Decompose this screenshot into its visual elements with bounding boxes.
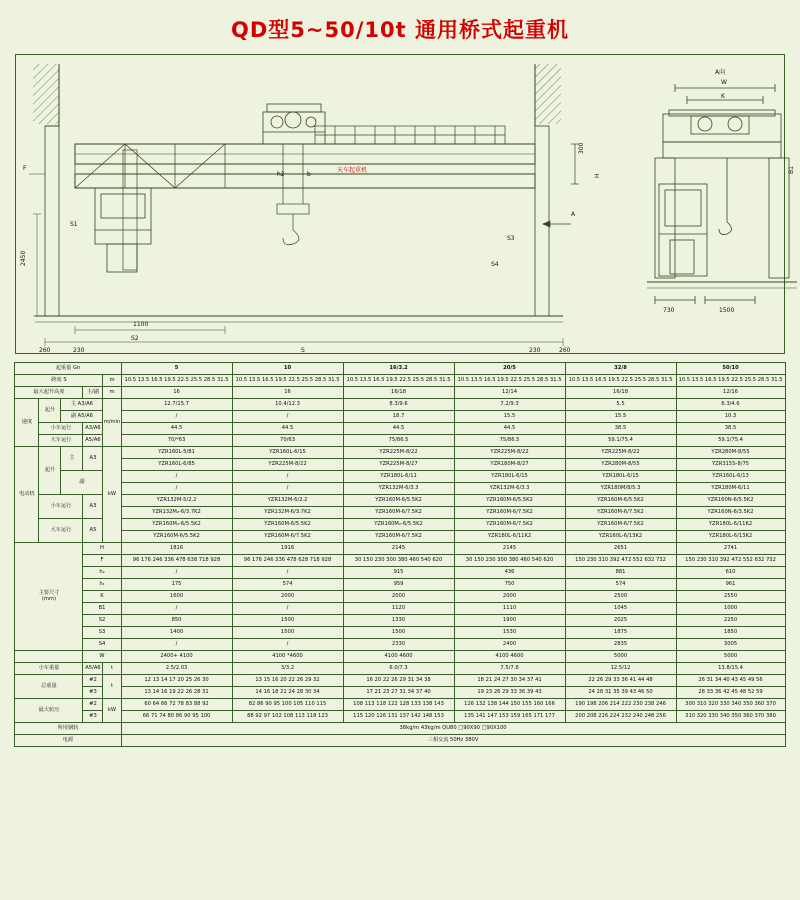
capacity-16: 16/3.2 — [343, 363, 454, 375]
motor-lift-main-32: YZR225M-8/22 — [565, 447, 676, 459]
motor-crane2-10: YZR160M-6/7.5K2 — [232, 531, 343, 543]
row-label-lift-sub-a5: 副 A5/A6 — [61, 411, 103, 423]
motor-trolley-10: YZR132M-6/2.2 — [232, 495, 343, 507]
dim-h1-20: 750 — [454, 579, 565, 591]
row-label-S2: S2 — [83, 615, 121, 627]
row-label-lift-main-a3: 主 A3/A6 — [61, 399, 103, 411]
row-label-H: H — [83, 543, 121, 555]
speed-lift-main-32: 5.5 — [565, 399, 676, 411]
dim-h1-5: 175 — [121, 579, 232, 591]
capacity-10: 10 — [232, 363, 343, 375]
row-label-K: K — [83, 591, 121, 603]
capacity-20: 20/5 — [454, 363, 565, 375]
row-label-motor-a3-trolley: A3 — [83, 495, 103, 519]
dim-S2-50: 2250 — [676, 615, 785, 627]
dim-K-50: 2550 — [676, 591, 785, 603]
total-weight-3-32: 24 28 31 35 39 43 46 50 — [565, 687, 676, 699]
wheel-load-3-16: 115 120 126 131 137 142 148 153 — [343, 711, 454, 723]
wheel-load-3-20: 135 141 147 153 159 165 171 177 — [454, 711, 565, 723]
row-label-motor-a5-crane: A5 — [83, 519, 103, 543]
dim-H-32: 2651 — [565, 543, 676, 555]
wheel-load-3-32: 200 208 216 224 232 240 248 256 — [565, 711, 676, 723]
motor-lift-main-20: YZR225M-8/22 — [454, 447, 565, 459]
row-label-trolley-weight: 小车重量 — [15, 663, 83, 675]
dim-S2-5: 850 — [121, 615, 232, 627]
dim-W-5: 2400+ 4100 — [121, 651, 232, 663]
motor-lift-main2-20: YZR180M-8/27 — [454, 459, 565, 471]
lift-height-20: 12/14 — [454, 387, 565, 399]
dim-K: K — [721, 93, 725, 100]
row-label-main-sub: 主/副 — [83, 387, 103, 399]
motor-lift-sub-16: YZR180L-6/11 — [343, 471, 454, 483]
motor-lift-main2-32: YZR280M-8/55 — [565, 459, 676, 471]
total-weight-2-16: 16 20 22 26 29 31 34 38 — [343, 675, 454, 687]
motor-crane2-16: YZR160M-6/7.5K2 — [343, 531, 454, 543]
motor-crane-32: YZR160M-6/7.5K2 — [565, 519, 676, 531]
dim-h2-20: 436 — [454, 567, 565, 579]
row-label-crane-speed: 大车运行 — [39, 435, 83, 447]
dim-F-32: 150 230 310 392 472 552 632 732 — [565, 555, 676, 567]
trolley-weight-16: 6.0/7.3 — [343, 663, 454, 675]
dim-b: b — [307, 171, 311, 178]
row-label-motor-lift: 起升 — [39, 447, 61, 495]
dim-S3-5: 1400 — [121, 627, 232, 639]
dim-K-16: 2000 — [343, 591, 454, 603]
row-label-B1: B1 — [83, 603, 121, 615]
row-label-motor-main: 主 — [61, 447, 83, 471]
dim-h2-16: 915 — [343, 567, 454, 579]
dim-K-10: 2000 — [232, 591, 343, 603]
dim-H-5: 1816 — [121, 543, 232, 555]
wheel-load-3-5: 66 71 74 80 86 90 95 100 — [121, 711, 232, 723]
trolley-weight-32: 12.5/12 — [565, 663, 676, 675]
row-label-capacity: 起重量 Gn — [15, 363, 121, 375]
speed-crane-32: 59.1/75.4 — [565, 435, 676, 447]
dim-S3-10: 1500 — [232, 627, 343, 639]
dim-B1-50: 1000 — [676, 603, 785, 615]
motor-lift-main-16: YZR225M-8/22 — [343, 447, 454, 459]
dim-260-left: 260 — [39, 347, 51, 354]
speed-trolley-20: 44.5 — [454, 423, 565, 435]
speed-lift-sub-10: / — [232, 411, 343, 423]
wheel-load-2-5: 60 64 66 72 78 83 88 92 — [121, 699, 232, 711]
total-weight-2-50: 26 31 34 40 43 45 49 56 — [676, 675, 785, 687]
row-label-main-dims — [15, 543, 83, 651]
span-16: 10.5 13.5 16.5 19.5 22.5 25.5 28.5 31.5 — [343, 375, 454, 387]
motor-lift-main-10: YZR160L-6/15 — [232, 447, 343, 459]
capacity-50: 50/10 — [676, 363, 785, 375]
unit-m: m — [103, 375, 121, 387]
dim-S4-10: / — [232, 639, 343, 651]
lift-height-10: 16 — [232, 387, 343, 399]
motor-trolley2-32: YZR160M-6/7.5K2 — [565, 507, 676, 519]
motor-crane2-5: YZR160M-6/5.5K2 — [121, 531, 232, 543]
speed-trolley-16: 44.5 — [343, 423, 454, 435]
motor-lift-sub2-50: YZR180M-6/11 — [676, 483, 785, 495]
row-label-rail: 所用钢轨 — [15, 723, 121, 735]
speed-lift-sub-32: 15.5 — [565, 411, 676, 423]
row-label-power: 电源 — [15, 735, 121, 747]
capacity-5: 5 — [121, 363, 232, 375]
speed-crane-10: 70/63 — [232, 435, 343, 447]
dim-F-16: 30 150 230 300 380 460 540 620 — [343, 555, 454, 567]
lift-height-50: 12/16 — [676, 387, 785, 399]
motor-crane-10: YZR160M-6/5.5K2 — [232, 519, 343, 531]
speed-lift-main-50: 6.3/4.6 — [676, 399, 785, 411]
total-weight-3-20: 19 23 26 29 33 36 39 43 — [454, 687, 565, 699]
dim-F-20: 30 150 230 300 380 460 540 620 — [454, 555, 565, 567]
motor-lift-main2-50: YZR315S-8/75 — [676, 459, 785, 471]
dim-2450: 2450 — [20, 250, 27, 266]
row-label-a3a6-trolley: A3/A6 — [83, 423, 103, 435]
motor-crane2-20: YZR180L-6/11K2 — [454, 531, 565, 543]
motor-trolley2-5: YZR132M₂-6/3.7K2 — [121, 507, 232, 519]
row-label-W: W — [83, 651, 121, 663]
dim-S3-50: 1850 — [676, 627, 785, 639]
speed-trolley-32: 38.5 — [565, 423, 676, 435]
dim-h1-16: 959 — [343, 579, 454, 591]
section-label-A: A向 — [715, 69, 726, 76]
section-arrow-A: A — [571, 211, 576, 218]
dim-K-5: 1600 — [121, 591, 232, 603]
dim-S3-32: 1875 — [565, 627, 676, 639]
trolley-weight-50: 13.8/15.4 — [676, 663, 785, 675]
row-label-hash3-tw: #3 — [83, 687, 103, 699]
dim-W: W — [721, 79, 727, 86]
row-label-h2: h₂ — [83, 567, 121, 579]
motor-lift-sub-20: YZR180L-6/15 — [454, 471, 565, 483]
dim-300: 300 — [578, 142, 585, 154]
dim-h1-32: 574 — [565, 579, 676, 591]
lift-height-16: 16/18 — [343, 387, 454, 399]
dim-1100: 1100 — [133, 321, 149, 328]
dim-F-5: 96 176 246 336 478 638 718 928 — [121, 555, 232, 567]
total-weight-2-5: 12 13 14 17 20 25 26 30 — [121, 675, 232, 687]
crane-drawing-svg — [15, 54, 795, 354]
speed-lift-main-10: 10.4/12.3 — [232, 399, 343, 411]
motor-lift-main2-5: YZR160L-6/85 — [121, 459, 232, 471]
dim-h1-50: 961 — [676, 579, 785, 591]
speed-crane-50: 59.1/75.4 — [676, 435, 785, 447]
dim-230-left: 230 — [73, 347, 85, 354]
dim-h1-10: 574 — [232, 579, 343, 591]
wheel-load-2-20: 126 132 138 144 150 155 160 166 — [454, 699, 565, 711]
dim-S3-20: 1530 — [454, 627, 565, 639]
dim-730: 730 — [663, 307, 675, 314]
row-label-motor-trolley: 小车运行 — [39, 495, 83, 519]
main-dims-unit: (mm) — [41, 595, 57, 602]
row-label-motor-crane: 大车运行 — [39, 519, 83, 543]
dim-W-32: 5000 — [565, 651, 676, 663]
dim-W-20: 4100 4600 — [454, 651, 565, 663]
row-label-span: 跨度 S — [15, 375, 103, 387]
motor-crane-20: YZR160M-6/7.5K2 — [454, 519, 565, 531]
wheel-load-2-10: 82 86 90 95 100 105 110 115 — [232, 699, 343, 711]
dim-B1-5: / — [121, 603, 232, 615]
total-weight-2-32: 22 26 29 33 36 41 44 48 — [565, 675, 676, 687]
unit-t-tw: t — [103, 663, 121, 675]
motor-lift-main-5: YZR160L-5/81 — [121, 447, 232, 459]
row-label-motor: 电动机 — [15, 447, 39, 543]
row-label-W-spacer — [15, 651, 83, 663]
dim-K-32: 2500 — [565, 591, 676, 603]
speed-crane-16: 75/86.5 — [343, 435, 454, 447]
trolley-weight-5: 2.5/2.03 — [121, 663, 232, 675]
total-weight-3-16: 17 21 23 27 31 34 37 40 — [343, 687, 454, 699]
unit-kw: kW — [103, 447, 121, 543]
dim-B1-20: 1110 — [454, 603, 565, 615]
speed-lift-main-20: 7.2/9.3 — [454, 399, 565, 411]
motor-trolley-16: YZR160M-6/5.5K2 — [343, 495, 454, 507]
dim-H-50: 2741 — [676, 543, 785, 555]
dim-1500: 1500 — [719, 307, 735, 314]
motor-trolley2-50: YZR160N-6/3.5K2 — [676, 507, 785, 519]
speed-trolley-5: 44.5 — [121, 423, 232, 435]
dim-F: F — [23, 165, 27, 172]
span-5: 10.5 13.5 16.5 19.5 22.5 25.5 28.5 31.5 — [121, 375, 232, 387]
dim-S3: S3 — [507, 235, 515, 242]
dim-B1-10: / — [232, 603, 343, 615]
row-label-motor-sub: 副 — [61, 471, 103, 495]
speed-lift-sub-5: / — [121, 411, 232, 423]
trolley-weight-10: 3/3.2 — [232, 663, 343, 675]
trolley-weight-20: 7.5/7.8 — [454, 663, 565, 675]
motor-lift-sub-50: YZR160L-6/13 — [676, 471, 785, 483]
speed-lift-sub-50: 10.3 — [676, 411, 785, 423]
dim-H-16: 2145 — [343, 543, 454, 555]
wheel-load-3-50: 310 320 330 340 350 360 370 380 — [676, 711, 785, 723]
motor-lift-main2-16: YZR225M-8/27 — [343, 459, 454, 471]
row-label-wheel-load: 最大轮压 — [15, 699, 83, 723]
motor-lift-main-50: YZR280M-8/55 — [676, 447, 785, 459]
unit-kn-wl: kW — [103, 699, 121, 723]
motor-trolley-20: YZR160M-6/5.5K2 — [454, 495, 565, 507]
motor-trolley-32: YZR160M-6/5.5K2 — [565, 495, 676, 507]
dim-W-16: 4100 4600 — [343, 651, 454, 663]
dim-S3-16: 1500 — [343, 627, 454, 639]
row-label-h1: h₁ — [83, 579, 121, 591]
motor-lift-sub-32: YZR180L-6/15 — [565, 471, 676, 483]
dim-H: H — [594, 173, 601, 178]
speed-crane-5: 70/*63 — [121, 435, 232, 447]
span-32: 10.5 13.5 16.5 19.5 22.5 25.5 28.5 31.5 — [565, 375, 676, 387]
dim-S1: S1 — [70, 221, 78, 228]
row-label-total-weight: 总重量 — [15, 675, 83, 699]
rail-value: 38kg/m 43kg/m QU80 □90X90 □90X100 — [121, 723, 785, 735]
lift-height-32: 16/18 — [565, 387, 676, 399]
span-20: 10.5 13.5 16.5 19.5 22.5 25.5 28.5 31.5 — [454, 375, 565, 387]
capacity-32: 32/8 — [565, 363, 676, 375]
row-label-a5a6-tw: A5/A6 — [83, 663, 103, 675]
dim-S2-20: 1900 — [454, 615, 565, 627]
dim-W-50: 5000 — [676, 651, 785, 663]
dim-S4-50: 3005 — [676, 639, 785, 651]
technical-drawing — [15, 54, 795, 354]
unit-t-total: t — [103, 675, 121, 699]
dim-F-10: 96 176 246 336 478 628 718 928 — [232, 555, 343, 567]
motor-lift-sub2-5: / — [121, 483, 232, 495]
motor-lift-sub2-16: YZR132M-6/3.3 — [343, 483, 454, 495]
row-label-a5a6-crane: A5/A6 — [83, 435, 103, 447]
dim-h2-5: / — [121, 567, 232, 579]
row-label-hash2-tw: #2 — [83, 675, 103, 687]
speed-lift-sub-16: 18.7 — [343, 411, 454, 423]
motor-lift-main2-10: YZR225M-8/22 — [232, 459, 343, 471]
page-title: QD型5~50/10t 通用桥式起重机 — [231, 18, 569, 42]
dim-260-right: 260 — [559, 347, 571, 354]
dim-h2-32: 881 — [565, 567, 676, 579]
hoist-brand-label: 天车起重机 — [337, 167, 368, 174]
row-label-S3: S3 — [83, 627, 121, 639]
total-weight-3-5: 13 14 16 19 22 26 28 31 — [121, 687, 232, 699]
motor-lift-sub2-32: YZR180M/8/5.3 — [565, 483, 676, 495]
speed-crane-20: 75/86.5 — [454, 435, 565, 447]
wheel-load-3-10: 88 92 97 102 108 113 118 123 — [232, 711, 343, 723]
specification-table — [14, 362, 785, 747]
motor-lift-sub-10: / — [232, 471, 343, 483]
main-dims-title: 主要尺寸 — [38, 590, 60, 597]
unit-mmin: m/min — [103, 399, 121, 447]
dim-S: S — [301, 347, 305, 354]
dim-B1-32: 1045 — [565, 603, 676, 615]
dim-S2-10: 1500 — [232, 615, 343, 627]
dim-h2-10: / — [232, 567, 343, 579]
motor-trolley2-10: YZR132M-6/3.7K2 — [232, 507, 343, 519]
motor-crane2-32: YZR160L-6/13K2 — [565, 531, 676, 543]
dim-h2-50: 610 — [676, 567, 785, 579]
row-label-lift: 起升 — [39, 399, 61, 423]
dim-F-50: 150 230 310 392 472 552 632 732 — [676, 555, 785, 567]
dim-S4-20: 2400 — [454, 639, 565, 651]
speed-lift-main-16: 8.3/9.6 — [343, 399, 454, 411]
motor-trolley-5: YZR132M-5/2.2 — [121, 495, 232, 507]
motor-crane-50: YZR180L-6/11K2 — [676, 519, 785, 531]
row-label-trolley-speed: 小车运行 — [39, 423, 83, 435]
dim-h2: h2 — [277, 171, 285, 178]
motor-trolley-50: YZR160N-6/5.5K2 — [676, 495, 785, 507]
motor-trolley2-20: YZR160M-6/7.5K2 — [454, 507, 565, 519]
dim-S2-32: 2025 — [565, 615, 676, 627]
speed-trolley-10: 44.5 — [232, 423, 343, 435]
span-10: 10.5 13.5 16.5 19.5 22.5 25.5 28.5 31.5 — [232, 375, 343, 387]
motor-trolley2-16: YZR160M-6/7.5K2 — [343, 507, 454, 519]
motor-lift-sub2-10: / — [232, 483, 343, 495]
total-weight-3-10: 14 16 18 21 24 28 30 34 — [232, 687, 343, 699]
motor-crane2-50: YZR180L-6/13K2 — [676, 531, 785, 543]
dim-S2: S2 — [131, 335, 139, 342]
dim-B1-16: 1120 — [343, 603, 454, 615]
dim-W-10: 4100 *4600 — [232, 651, 343, 663]
row-label-lift-height: 最大起升高度 — [15, 387, 83, 399]
row-label-S4: S4 — [83, 639, 121, 651]
total-weight-2-10: 13 15 16 20 22 26 29 32 — [232, 675, 343, 687]
span-50: 10.5 13.5 16.5 19.5 22.5 25.5 28.5 31.5 — [676, 375, 785, 387]
speed-lift-sub-20: 15.5 — [454, 411, 565, 423]
motor-crane-16: YZR160M₂-6/5.5K2 — [343, 519, 454, 531]
dim-S4-32: 2835 — [565, 639, 676, 651]
dim-H-20: 2145 — [454, 543, 565, 555]
dim-S4-16: 2330 — [343, 639, 454, 651]
motor-lift-sub2-20: YZR132M-6/3.3 — [454, 483, 565, 495]
row-label-hash3-wl: #3 — [83, 711, 103, 723]
dim-B1: B1 — [788, 166, 795, 174]
row-label-motor-a3: A3 — [83, 447, 103, 471]
total-weight-2-20: 18 21 24 27 30 34 37 41 — [454, 675, 565, 687]
wheel-load-2-16: 108 113 118 122 128 133 138 143 — [343, 699, 454, 711]
unit-m-2: m — [103, 387, 121, 399]
dim-S4-5: / — [121, 639, 232, 651]
row-label-F: F — [83, 555, 121, 567]
dim-H-10: 1916 — [232, 543, 343, 555]
wheel-load-2-50: 300 310 320 330 340 350 360 370 — [676, 699, 785, 711]
motor-crane-5: YZR160M₂-6/5.5K2 — [121, 519, 232, 531]
total-weight-3-50: 28 33 36 42 45 48 52 59 — [676, 687, 785, 699]
dim-K-20: 2000 — [454, 591, 565, 603]
row-label-speed: 速度 — [15, 399, 39, 447]
wheel-load-2-32: 190 198 206 214 222 230 238 246 — [565, 699, 676, 711]
row-label-hash2-wl: #2 — [83, 699, 103, 711]
dim-S2-16: 1330 — [343, 615, 454, 627]
speed-trolley-50: 38.5 — [676, 423, 785, 435]
power-value: 三相交流 50Hz 380V — [121, 735, 785, 747]
motor-lift-sub-5: / — [121, 471, 232, 483]
dim-230-right: 230 — [529, 347, 541, 354]
dim-S4: S4 — [491, 261, 499, 268]
lift-height-5: 16 — [121, 387, 232, 399]
speed-lift-main-5: 12.7/15.7 — [121, 399, 232, 411]
